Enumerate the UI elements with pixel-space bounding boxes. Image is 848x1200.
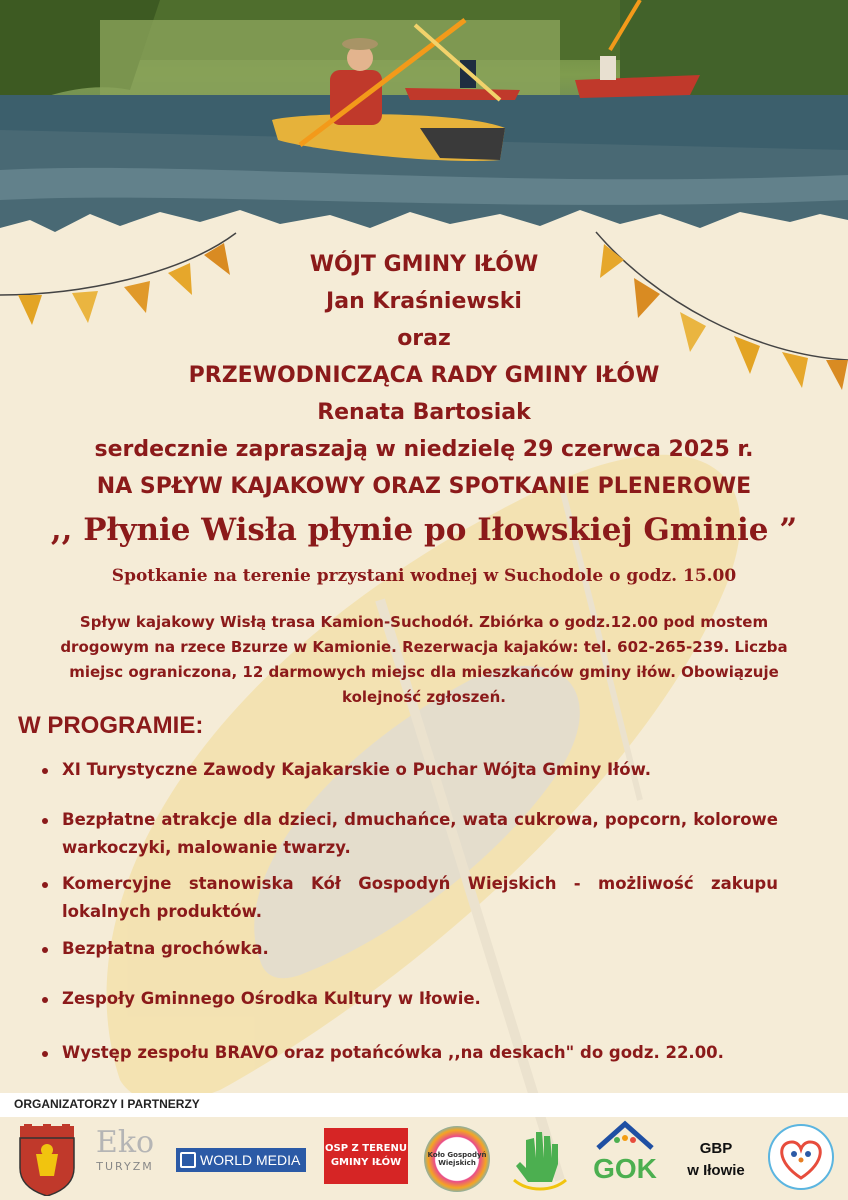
kgw-logo bbox=[424, 1126, 490, 1192]
list-item bbox=[40, 806, 778, 862]
event-description: Spływ kajakowy Wisłą trasa Kamion-Suchodół. Zbiórka o godz.12.00 pod mostem drogowym na rzece Bzurze w Kamionie. Rezerwacja kajaków: tel. 602-265-239. Liczba miejsc ograniczona, 12 darmowych miejsc dla mieszkańców gminy iłów. Obowiązuje kolejność zgłoszeń. bbox=[60, 613, 788, 706]
list-item bbox=[40, 870, 778, 926]
house-icon bbox=[588, 1120, 662, 1150]
header-line-oraz: oraz bbox=[397, 326, 451, 351]
header-line-invitation: serdecznie zapraszają w niedzielę 29 czerwca 2025 r. bbox=[94, 437, 754, 462]
list-item bbox=[40, 756, 778, 784]
bullet-icon bbox=[42, 768, 48, 774]
bullet-icon bbox=[42, 882, 48, 888]
bullet-icon bbox=[42, 1051, 48, 1057]
program-heading: W PROGRAMIE: bbox=[18, 712, 204, 739]
globe-icon bbox=[180, 1152, 196, 1168]
gok-logo bbox=[588, 1120, 662, 1184]
program-item-text: Występ zespołu BRAVO oraz potańcówka ,,na deskach" do godz. 22.00. bbox=[62, 1043, 724, 1062]
volunteer-club-logo bbox=[508, 1120, 570, 1196]
kgw-logo-line2: Wiejskich bbox=[438, 1159, 476, 1167]
list-item bbox=[40, 985, 778, 1013]
list-item bbox=[40, 1039, 778, 1067]
header-line-event-type: NA SPŁYW KAJAKOWY ORAZ SPOTKANIE PLENEROWE bbox=[96, 474, 752, 499]
program-item-text: Bezpłatna grochówka. bbox=[62, 939, 269, 958]
list-item bbox=[40, 935, 778, 963]
header-line-wojt-name: Jan Kraśniewski bbox=[326, 289, 522, 314]
family-heart-logo bbox=[766, 1122, 836, 1192]
header-line-przewodniczaca: PRZEWODNICZĄCA RADY GMINY IŁÓW bbox=[188, 363, 660, 388]
gbp-logo bbox=[676, 1138, 756, 1182]
gbp-logo-line1: GBP bbox=[699, 1140, 733, 1157]
program-item-text: Bezpłatne atrakcje dla dzieci, dmuchańce, wata cukrowa, popcorn, kolorowe warkoczyki, malowanie twarzy. bbox=[62, 810, 778, 857]
header-line-wojt: WÓJT GMINY IŁÓW bbox=[309, 252, 539, 277]
event-subtitle: Spotkanie na terenie przystani wodnej w Suchodole o godz. 15.00 bbox=[111, 566, 737, 586]
osp-logo-line2: GMINY IŁÓW bbox=[330, 1157, 402, 1168]
coat-of-arms-logo bbox=[16, 1124, 78, 1196]
header-line-przewodniczaca-name: Renata Bartosiak bbox=[317, 400, 531, 425]
bullet-icon bbox=[42, 818, 48, 824]
kgw-logo-line1: Koło Gospodyń bbox=[427, 1151, 487, 1159]
world-media-logo-text: WORLD MEDIA bbox=[200, 1152, 301, 1168]
turyzm-logo-text: TURYZM bbox=[96, 1160, 154, 1173]
kayaking-photo bbox=[0, 0, 848, 250]
gok-logo-text: GOK bbox=[593, 1153, 657, 1184]
eko-turyzm-logo bbox=[90, 1126, 160, 1173]
event-title: ,, Płynie Wisła płynie po Iłowskiej Gminie ” bbox=[50, 512, 798, 548]
bullet-icon bbox=[42, 947, 48, 953]
bullet-icon bbox=[42, 997, 48, 1003]
program-item-text: Zespoły Gminnego Ośrodka Kultury w Iłowie. bbox=[62, 989, 481, 1008]
gbp-logo-line2: w Iłowie bbox=[687, 1162, 745, 1179]
world-media-logo bbox=[176, 1148, 306, 1172]
osp-logo bbox=[324, 1128, 408, 1184]
partners-label: ORGANIZATORZY I PARTNERZY bbox=[14, 1097, 200, 1111]
osp-logo-line1: OSP Z TERENU bbox=[325, 1143, 407, 1154]
program-item-text: Komercyjne stanowiska Kół Gospodyń Wiejskich - możliwość zakupu lokalnych produktów. bbox=[62, 874, 778, 921]
eko-logo-text: Eko bbox=[95, 1125, 155, 1160]
program-item-text: XI Turystyczne Zawody Kajakarskie o Puchar Wójta Gminy Iłów. bbox=[62, 760, 652, 779]
